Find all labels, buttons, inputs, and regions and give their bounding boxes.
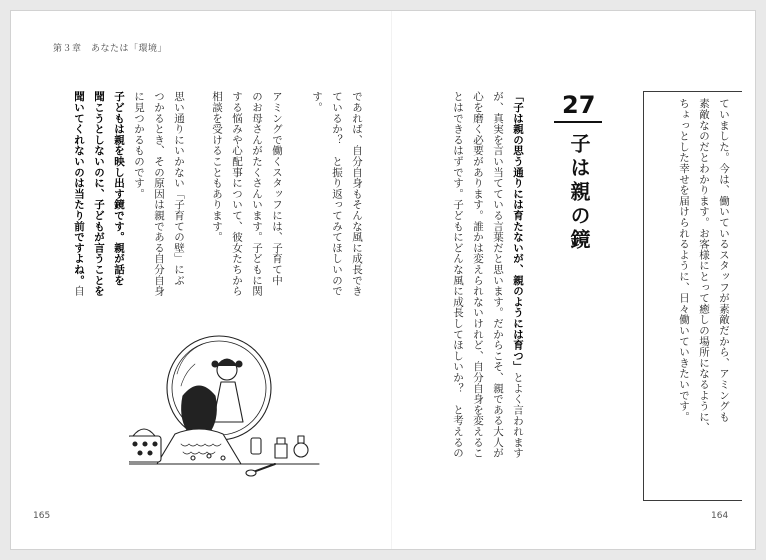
emphasis-text: 親が話を: [113, 242, 125, 286]
text-line: [448, 91, 468, 458]
left-body-upper: [207, 91, 367, 296]
text-line: [109, 91, 129, 296]
left-body-lower: [69, 91, 189, 296]
page-gutter: [391, 11, 392, 549]
page-number-left: 165: [33, 511, 51, 521]
text-line: [468, 91, 488, 458]
mirror-frame: [167, 336, 271, 440]
text-run: とはできるはずです。子どもにどんな風に成長してほしいか？ と考えるの: [452, 91, 464, 459]
text-run: 自: [73, 285, 85, 297]
text-run: とよく言われます: [512, 371, 524, 459]
text-line: [89, 91, 109, 296]
text-line: [327, 91, 347, 296]
text-run: つかるとき、その原因は親である自分自身: [153, 91, 165, 297]
testimonial-box: [643, 91, 742, 501]
text-run: す。: [311, 91, 323, 113]
text-line: [69, 91, 89, 296]
text-line: [307, 91, 327, 296]
text-run: が、真実を言い当てている言葉だと思います。だからこそ、親である大人が: [492, 91, 504, 459]
book-spread: [11, 11, 755, 549]
text-line: [287, 91, 307, 296]
text-run: に見つかるものです。: [133, 91, 145, 199]
text-run: 心を磨く必要があります。誰かは変えられないけれど、自分自身を変えるこ: [472, 91, 484, 459]
text-run: ているか？ と振り返ってみてほしいので: [331, 91, 343, 297]
text-line: [227, 91, 247, 296]
testimonial-text: [674, 98, 734, 433]
emphasis-text: 聞こうとしないのに、子どもが言うことを: [93, 91, 105, 297]
text-line: ちょっとした幸せを届けられるように、日々働いていきたいです。: [678, 98, 690, 422]
section-rule: [554, 121, 602, 123]
text-line: [129, 91, 149, 296]
text-line: [207, 91, 227, 296]
text-line: [169, 91, 189, 296]
mirror-illustration: [129, 326, 329, 486]
section-title: 子は親の鏡: [567, 133, 591, 253]
text-run: 相談を受けることもあります。: [211, 91, 223, 243]
section-number: 27: [562, 91, 596, 119]
text-run: であれば、自分自身もそんな風に成長でき: [351, 91, 363, 297]
text-run: する悩みや心配事について、彼女たちから: [231, 91, 243, 297]
text-line: ていました。今は、働いているスタッフが素敵だから、アミングも: [718, 98, 730, 422]
text-run: 思い通りにいかない「子育ての壁」にぶ: [173, 91, 185, 286]
text-line: [347, 91, 367, 296]
text-line: [267, 91, 287, 296]
text-line: [508, 91, 528, 458]
text-run: のお母さんがたくさんいます。子どもに関: [251, 91, 263, 297]
emphasis-text: 「子は親の思う通りには育たないが、親のようには育つ」: [512, 91, 524, 372]
page-number-right: 164: [711, 511, 729, 521]
text-line: [149, 91, 169, 296]
right-body-text: [448, 91, 528, 458]
text-line: 素敵なのだとわかります。お客様にとって癒しの場所になるように、: [698, 98, 710, 433]
chapter-header: 第３章 あなたは「環境」: [53, 44, 168, 54]
text-line: [247, 91, 267, 296]
emphasis-text: 聞いてくれないのは当たり前ですよね。: [73, 91, 85, 286]
text-run: アミングで働くスタッフには、子育て中: [271, 91, 283, 286]
text-line: [488, 91, 508, 458]
emphasis-text: 子どもは親を映し出す鏡です。: [113, 91, 125, 243]
